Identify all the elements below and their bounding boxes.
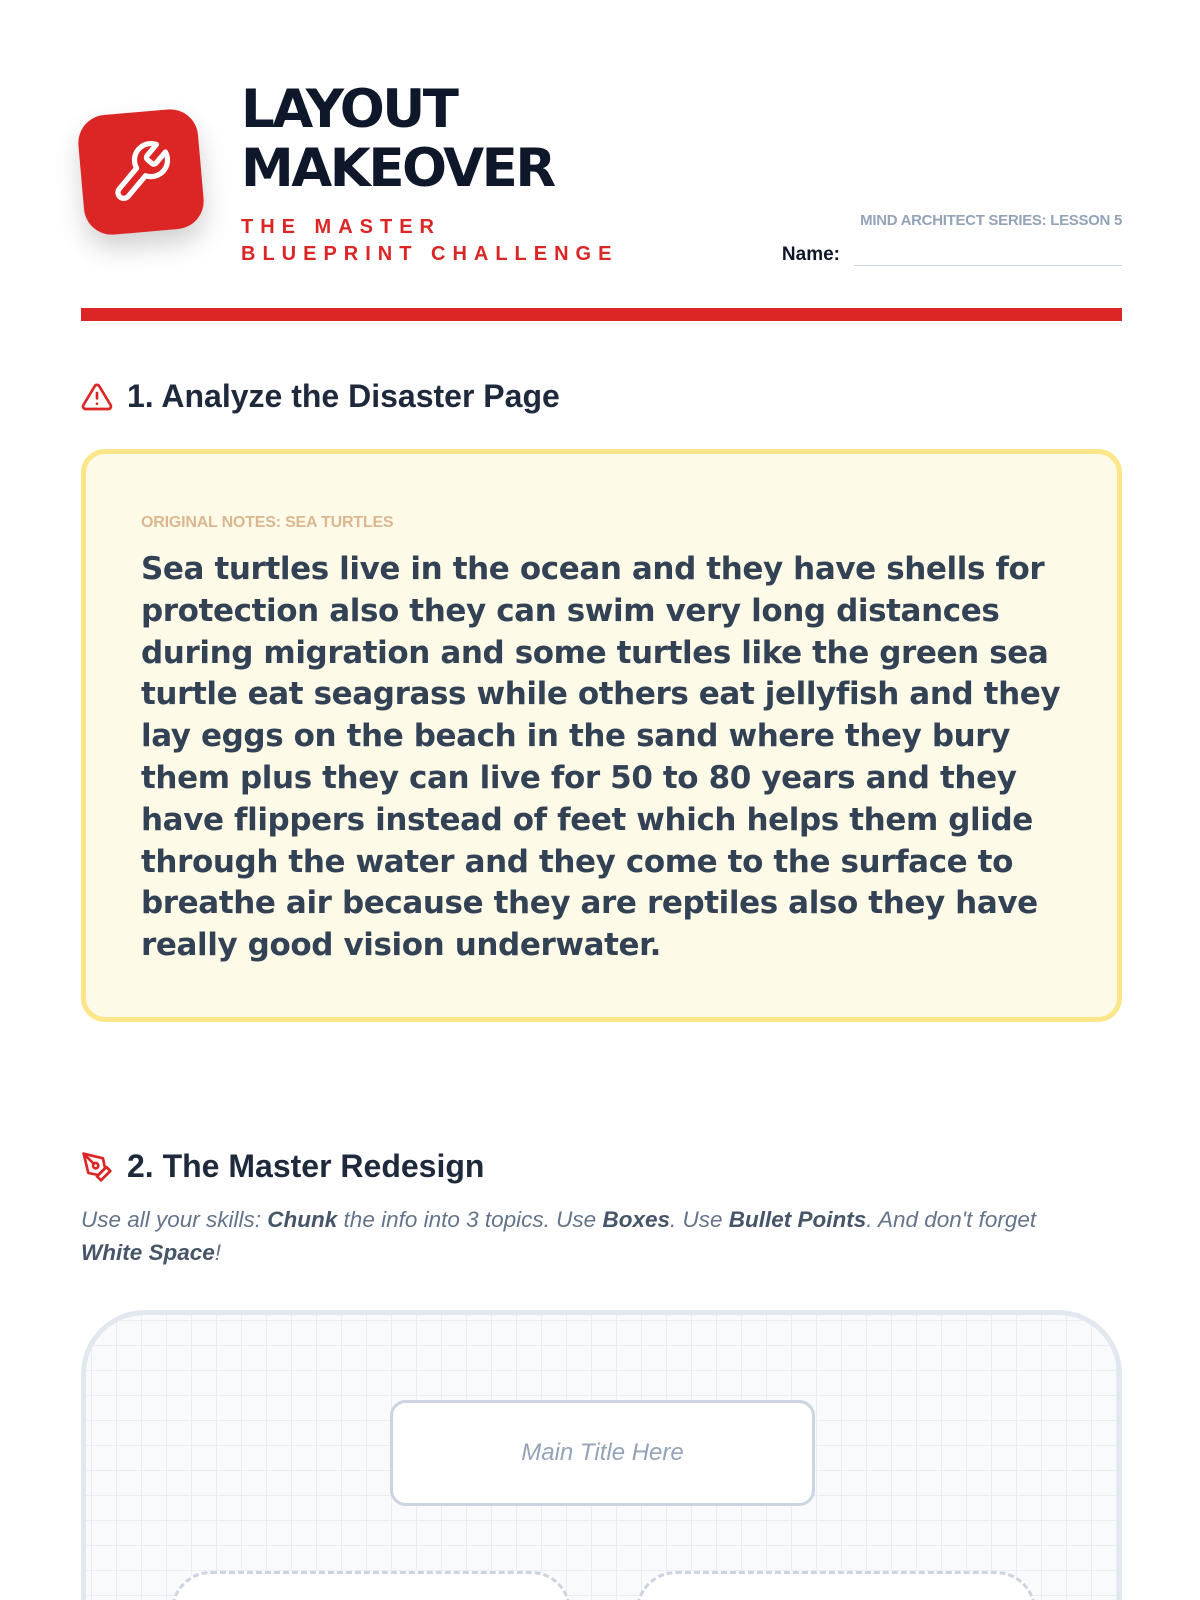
- section-2-title: 2. The Master Redesign: [127, 1148, 485, 1184]
- topic-box-2[interactable]: [636, 1571, 1036, 1600]
- title-block: [241, 80, 621, 268]
- name-input-line[interactable]: [854, 240, 1122, 266]
- series-label: MIND ARCHITECT SERIES: LESSON 5: [860, 212, 1122, 229]
- disaster-notes-box: [81, 449, 1122, 1022]
- notes-label: ORIGINAL NOTES: SEA TURTLES: [141, 514, 394, 531]
- instructions-text: Use all your skills:: [81, 1207, 268, 1232]
- keyword-chunk: Chunk: [267, 1207, 338, 1232]
- name-label: Name:: [781, 244, 840, 265]
- instructions-text: !: [214, 1240, 222, 1265]
- name-field-row: [782, 240, 1122, 266]
- instructions-text: . And don't forget: [866, 1207, 1037, 1232]
- instructions-text: . Use: [670, 1207, 729, 1232]
- wrench-icon: [105, 136, 177, 208]
- page-subtitle: THE MASTER BLUEPRINT CHALLENGE: [241, 216, 619, 265]
- section-1-heading: [81, 378, 560, 415]
- pen-tool-icon: [81, 1151, 113, 1183]
- notes-text: Sea turtles live in the ocean and they have shells for protection also they can swim very long distances during migration and some turtles like the green sea turtle eat seagrass while others eat jellyfish and they lay eggs on the beach in the sand where they bury them plus they can live for 50 to 80 years and they have flippers instead of feet which helps them glide through the water and they come to the surface to breathe air because they are reptiles also they have really good vision underwater.: [141, 551, 1061, 964]
- main-title-box[interactable]: Main Title Here: [390, 1400, 815, 1506]
- keyword-bullet-points: Bullet Points: [728, 1207, 867, 1232]
- section-2-heading: [81, 1148, 484, 1185]
- keyword-white-space: White Space: [81, 1240, 215, 1265]
- keyword-boxes: Boxes: [602, 1207, 670, 1232]
- warning-triangle-icon: [81, 381, 113, 413]
- redesign-instructions: [81, 1203, 1081, 1269]
- section-1-title: 1. Analyze the Disaster Page: [127, 378, 560, 414]
- redesign-canvas[interactable]: [81, 1310, 1122, 1600]
- page-header: [81, 80, 1122, 280]
- page-title-line1: LAYOUT: [241, 79, 457, 140]
- logo-tile: [76, 107, 206, 237]
- topic-box-1[interactable]: [171, 1571, 571, 1600]
- page-title-line2: MAKEOVER: [241, 138, 554, 199]
- instructions-text: the info into 3 topics. Use: [337, 1207, 603, 1232]
- header-divider: [81, 308, 1122, 321]
